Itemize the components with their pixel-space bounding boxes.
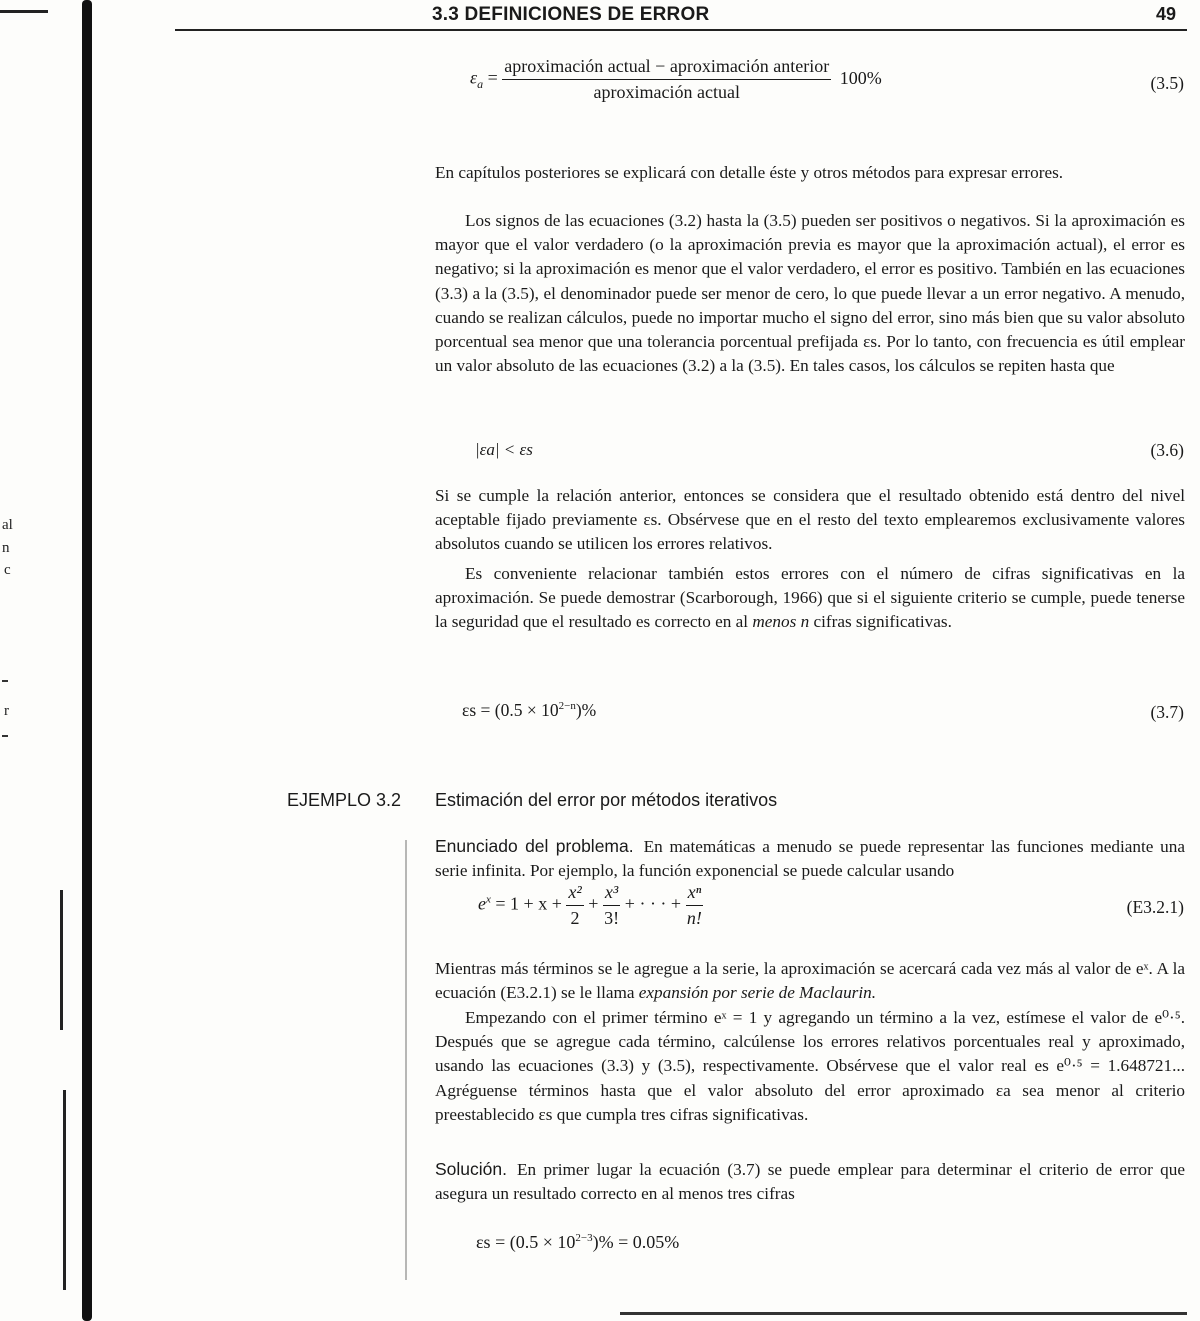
equation-number: (E3.2.1) — [1126, 897, 1184, 917]
bottom-scan-rule — [620, 1312, 1187, 1315]
eq-fraction — [603, 882, 620, 929]
equation-3-6: |εa| < εs — [475, 440, 533, 459]
header-rule — [175, 29, 1187, 31]
eq-factor: 100% — [839, 67, 882, 88]
scan-edge-mark — [0, 10, 48, 13]
eq-lhs: ε — [470, 67, 478, 88]
equation-number: (3.5) — [1150, 73, 1184, 93]
margin-tick — [2, 680, 8, 682]
margin-fragment: n — [2, 540, 10, 556]
paragraph-emphasis: menos n — [752, 612, 810, 632]
equation-3-7 — [462, 700, 596, 721]
margin-bar — [63, 1090, 66, 1290]
eq-exponent: 2−n — [558, 700, 576, 713]
eq-denominator: n! — [686, 908, 702, 928]
eq-exponent: 2−3 — [575, 1232, 593, 1244]
paragraph-text: Es conveniente relacionar también estos errores con el número de cifras significativas en la aproximación. Se puede demostrar (Scarborough, 1966) que si el siguiente criterio se cumple, puede tenerse la seguridad que el resultado es correcto en al — [435, 564, 1185, 632]
paragraph-text: En matemáticas a menudo se puede representar las funciones mediante una serie infinita. Por ejemplo, la función exponencial se puede calcular usando — [435, 837, 1185, 881]
final-equation — [476, 1232, 679, 1253]
running-header-title: 3.3 DEFINICIONES DE ERROR — [432, 4, 710, 25]
paragraph-text: Mientras más términos se le agregue a la serie, la aproximación se acercará cada vez más al valor de eˣ. A la ecuación (E3.2.1) se le llama — [435, 959, 1185, 1003]
example-margin-rule — [405, 840, 407, 1280]
eq-rhs: )% — [575, 700, 597, 720]
eq-fraction — [686, 882, 704, 929]
book-spine-shadow — [82, 0, 92, 1321]
eq-term: + · · · + — [624, 893, 686, 914]
subheading: Enunciado del problema. — [435, 836, 634, 856]
paragraph: En capítulos posteriores se explicará con detalle éste y otros métodos para expresar errores. — [435, 163, 1064, 182]
eq-lhs-subscript: a — [477, 77, 484, 92]
eq-denominator: 2 — [570, 908, 580, 928]
equation-e3-2-1: $e^x = 1 + x$ + $\frac{\text{x²}}{2}$ + $\frac{\text{x³}}{3!}$ + · · · + $\frac{\text{xⁿ}}{n!}$ — [478, 882, 702, 928]
paragraph — [435, 562, 1185, 635]
eq-lhs: e — [478, 893, 486, 914]
eq-numerator: xⁿ — [686, 882, 704, 906]
problem-statement — [435, 834, 1185, 883]
example-title: Estimación del error por métodos iterativos — [435, 790, 778, 810]
eq-lhs: εs = (0.5 × 10 — [462, 700, 559, 720]
margin-fragment: r — [4, 703, 9, 719]
paragraph-text: En primer lugar la ecuación (3.7) se puede emplear para determinar el criterio de error que asegura un resultado correcto en al menos tres cifras — [435, 1160, 1185, 1204]
margin-bar — [60, 890, 63, 1030]
eq-rhs: )% = 0.05% — [592, 1232, 680, 1252]
equation-3-5: $\varepsilon_a$ = $\frac{\text{aproximación actual − aproximación anterior}}{\text{aproximación actual}}$ 100% — [470, 56, 882, 102]
eq-term: = 1 + x + — [490, 893, 567, 914]
eq-lhs: εs = (0.5 × 10 — [476, 1232, 576, 1252]
eq-denominator: 3! — [604, 908, 620, 928]
equation-number: (3.7) — [1150, 702, 1184, 722]
paragraph-emphasis: expansión por serie de Maclaurin. — [638, 983, 877, 1003]
eq-denominator: aproximación actual — [593, 82, 740, 102]
paragraph: Empezando con el primer término eˣ = 1 y agregando un término a la vez, estímese el valor de e⁰·⁵. Después que se agregue cada término, calcúlense los errores relativos porcentuales real y aproximado, usando las ecuaciones (3.3) y (3.5), respectivamente. Obsérvese que el valor real es e⁰·⁵ = 1.648721... Agréguense términos hasta que el valor absoluto del error aproximado εa sea menor al criterio preestablecido εs que cumpla tres cifras significativas. — [435, 1008, 1185, 1124]
paragraph: Los signos de las ecuaciones (3.2) hasta la (3.5) pueden ser positivos o negativos. Si la aproximación es mayor que el valor verdadero (o la aproximación previa es mayor que la aproximación actual), el error es negativo; si la aproximación es menor que el valor verdadero, el error es positivo. También en las ecuaciones (3.3) a la (3.5), el denominador puede ser menor de cero, lo que puede llevar a un error negativo. A menudo, cuando se realizan cálculos, puede no importar mucho el signo del error, sino más bien que su valor absoluto porcentual sea menor que una tolerancia porcentual prefijada εs. Por lo tanto, con frecuencia es útil emplear un valor absoluto de las ecuaciones (3.2) a la (3.5). En tales casos, los cálculos se repiten hasta que — [435, 211, 1185, 376]
solution — [435, 1157, 1185, 1206]
page-number: 49 — [1156, 4, 1177, 24]
eq-fraction — [502, 56, 831, 103]
eq-numerator: aproximación actual − aproximación anterior — [502, 56, 831, 80]
eq-numerator: x³ — [603, 882, 620, 906]
subheading: Solución. — [435, 1159, 507, 1179]
eq-exponent: x — [486, 893, 491, 906]
paragraph: Si se cumple la relación anterior, entonces se considera que el resultado obtenido está dentro del nivel aceptable fijado previamente εs. Obsérvese que en el resto del texto emplearemos exclusivamente valores absolutos cuando se utilicen los errores relativos. — [435, 486, 1185, 554]
eq-fraction — [566, 882, 583, 929]
example-label: EJEMPLO 3.2 — [287, 790, 402, 810]
paragraph — [435, 957, 1185, 1005]
paragraph-text: cifras significativas. — [809, 612, 952, 632]
margin-fragment: al — [2, 517, 13, 533]
eq-numerator: x² — [566, 882, 583, 906]
margin-fragment: c — [4, 562, 11, 578]
margin-tick — [2, 735, 8, 737]
equation-number: (3.6) — [1150, 440, 1184, 460]
